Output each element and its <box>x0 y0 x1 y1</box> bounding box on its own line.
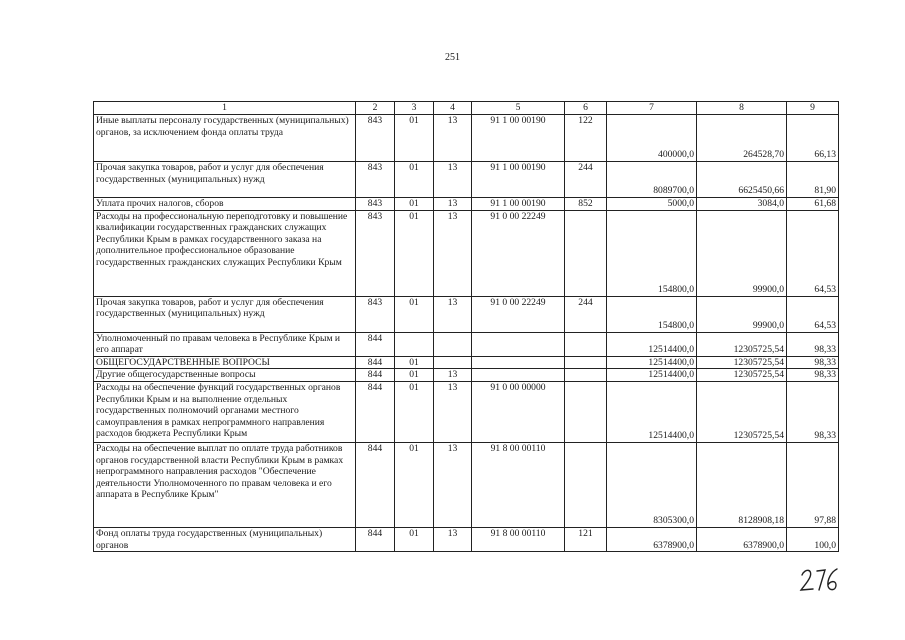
col-plan: 12514400,0 <box>607 381 697 442</box>
col-admin: 843 <box>356 296 395 332</box>
col-percent: 66,13 <box>787 115 839 162</box>
table-row <box>94 356 839 369</box>
col-admin: 843 <box>356 115 395 162</box>
col-name: Другие общегосударственные вопросы <box>94 369 356 382</box>
col-target: 91 8 00 00110 <box>472 527 565 551</box>
col-target: 91 1 00 00190 <box>472 115 565 162</box>
col-admin: 843 <box>356 210 395 296</box>
col-percent: 98,33 <box>787 356 839 369</box>
col-admin: 844 <box>356 332 395 356</box>
col-target <box>472 369 565 382</box>
col-admin: 844 <box>356 381 395 442</box>
col-section <box>395 332 434 356</box>
header-col-executed: 8 <box>697 102 787 115</box>
col-executed: 12305725,54 <box>697 356 787 369</box>
col-subsection <box>434 332 472 356</box>
col-percent: 100,0 <box>787 527 839 551</box>
page-number: 251 <box>445 52 460 63</box>
col-section: 01 <box>395 369 434 382</box>
header-col-plan: 7 <box>607 102 697 115</box>
table-row <box>94 442 839 527</box>
col-admin: 844 <box>356 369 395 382</box>
col-admin: 844 <box>356 442 395 527</box>
table-row <box>94 296 839 332</box>
col-section: 01 <box>395 115 434 162</box>
table-row <box>94 115 839 162</box>
budget-table <box>93 101 839 552</box>
col-section: 01 <box>395 296 434 332</box>
col-target: 91 0 00 22249 <box>472 296 565 332</box>
col-plan: 12514400,0 <box>607 356 697 369</box>
header-col-expense-type: 6 <box>565 102 607 115</box>
col-admin: 844 <box>356 527 395 551</box>
table-row <box>94 210 839 296</box>
table-row <box>94 369 839 382</box>
col-name: Иные выплаты персоналу государственных (муниципальных) органов, за исключением фонда оплаты труда <box>94 115 356 162</box>
col-expense-type: 122 <box>565 115 607 162</box>
col-section: 01 <box>395 210 434 296</box>
col-percent: 61,68 <box>787 198 839 211</box>
table-row <box>94 332 839 356</box>
header-col-percent: 9 <box>787 102 839 115</box>
col-name: Фонд оплаты труда государственных (муниципальных) органов <box>94 527 356 551</box>
col-executed: 99900,0 <box>697 296 787 332</box>
table-header-row <box>94 102 839 115</box>
col-target <box>472 356 565 369</box>
col-name: Уполномоченный по правам человека в Республике Крым и его аппарат <box>94 332 356 356</box>
col-expense-type <box>565 210 607 296</box>
col-executed: 12305725,54 <box>697 332 787 356</box>
col-section: 01 <box>395 442 434 527</box>
col-expense-type <box>565 332 607 356</box>
col-expense-type <box>565 442 607 527</box>
col-subsection: 13 <box>434 198 472 211</box>
col-name: Уплата прочих налогов, сборов <box>94 198 356 211</box>
col-plan: 6378900,0 <box>607 527 697 551</box>
col-subsection: 13 <box>434 527 472 551</box>
col-subsection: 13 <box>434 381 472 442</box>
table-row <box>94 198 839 211</box>
col-expense-type: 244 <box>565 296 607 332</box>
col-expense-type <box>565 381 607 442</box>
col-section: 01 <box>395 356 434 369</box>
col-plan: 400000,0 <box>607 115 697 162</box>
header-col-admin: 2 <box>356 102 395 115</box>
col-target: 91 1 00 00190 <box>472 162 565 198</box>
col-expense-type <box>565 356 607 369</box>
col-subsection: 13 <box>434 162 472 198</box>
col-subsection: 13 <box>434 296 472 332</box>
col-name: ОБЩЕГОСУДАРСТВЕННЫЕ ВОПРОСЫ <box>94 356 356 369</box>
col-executed: 12305725,54 <box>697 369 787 382</box>
col-section: 01 <box>395 198 434 211</box>
col-executed: 264528,70 <box>697 115 787 162</box>
col-percent: 98,33 <box>787 332 839 356</box>
col-name: Расходы на обеспечение функций государственных органов Республики Крым и на выполнение отдельных государственных полномочий органами местного самоуправления в рамках непрограммного направления расходов бюджета Республики Крым <box>94 381 356 442</box>
col-subsection: 13 <box>434 369 472 382</box>
col-subsection: 13 <box>434 210 472 296</box>
col-name: Прочая закупка товаров, работ и услуг для обеспечения государственных (муниципальных) нужд <box>94 296 356 332</box>
col-name: Прочая закупка товаров, работ и услуг для обеспечения государственных (муниципальных) нужд <box>94 162 356 198</box>
col-section: 01 <box>395 527 434 551</box>
header-col-subsection: 4 <box>434 102 472 115</box>
col-plan: 154800,0 <box>607 210 697 296</box>
col-percent: 64,53 <box>787 296 839 332</box>
col-admin: 843 <box>356 198 395 211</box>
col-target <box>472 332 565 356</box>
col-target: 91 8 00 00110 <box>472 442 565 527</box>
col-executed: 3084,0 <box>697 198 787 211</box>
col-admin: 844 <box>356 356 395 369</box>
col-section: 01 <box>395 381 434 442</box>
table-row <box>94 381 839 442</box>
table-row <box>94 162 839 198</box>
col-plan: 12514400,0 <box>607 332 697 356</box>
col-expense-type <box>565 369 607 382</box>
col-plan: 154800,0 <box>607 296 697 332</box>
col-expense-type: 121 <box>565 527 607 551</box>
col-executed: 8128908,18 <box>697 442 787 527</box>
col-plan: 8305300,0 <box>607 442 697 527</box>
col-section: 01 <box>395 162 434 198</box>
col-subsection: 13 <box>434 442 472 527</box>
col-plan: 5000,0 <box>607 198 697 211</box>
col-percent: 64,53 <box>787 210 839 296</box>
col-expense-type: 244 <box>565 162 607 198</box>
col-executed: 6378900,0 <box>697 527 787 551</box>
header-col-section: 3 <box>395 102 434 115</box>
col-plan: 12514400,0 <box>607 369 697 382</box>
col-subsection <box>434 356 472 369</box>
handwritten-page-number <box>799 563 839 595</box>
col-name: Расходы на обеспечение выплат по оплате труда работников органов государственной власти Республики Крым в рамках непрограммного направления расходов "Обеспечение деятельности Уполномоченного по правам человека и его аппарата в Республике Крым" <box>94 442 356 527</box>
col-plan: 8089700,0 <box>607 162 697 198</box>
col-name: Расходы на профессиональную переподготовку и повышение квалификации государственных гражданских служащих Республики Крым в рамках государственного заказа на дополнительное профессиональное образование государственных гражданских служащих Республики Крым <box>94 210 356 296</box>
col-admin: 843 <box>356 162 395 198</box>
col-target: 91 0 00 00000 <box>472 381 565 442</box>
col-percent: 98,33 <box>787 369 839 382</box>
col-target: 91 0 00 22249 <box>472 210 565 296</box>
col-percent: 97,88 <box>787 442 839 527</box>
table-row <box>94 527 839 551</box>
col-executed: 99900,0 <box>697 210 787 296</box>
col-percent: 98,33 <box>787 381 839 442</box>
col-subsection: 13 <box>434 115 472 162</box>
header-col-name: 1 <box>94 102 356 115</box>
col-percent: 81,90 <box>787 162 839 198</box>
col-expense-type: 852 <box>565 198 607 211</box>
col-executed: 12305725,54 <box>697 381 787 442</box>
col-target: 91 1 00 00190 <box>472 198 565 211</box>
col-executed: 6625450,66 <box>697 162 787 198</box>
header-col-target: 5 <box>472 102 565 115</box>
